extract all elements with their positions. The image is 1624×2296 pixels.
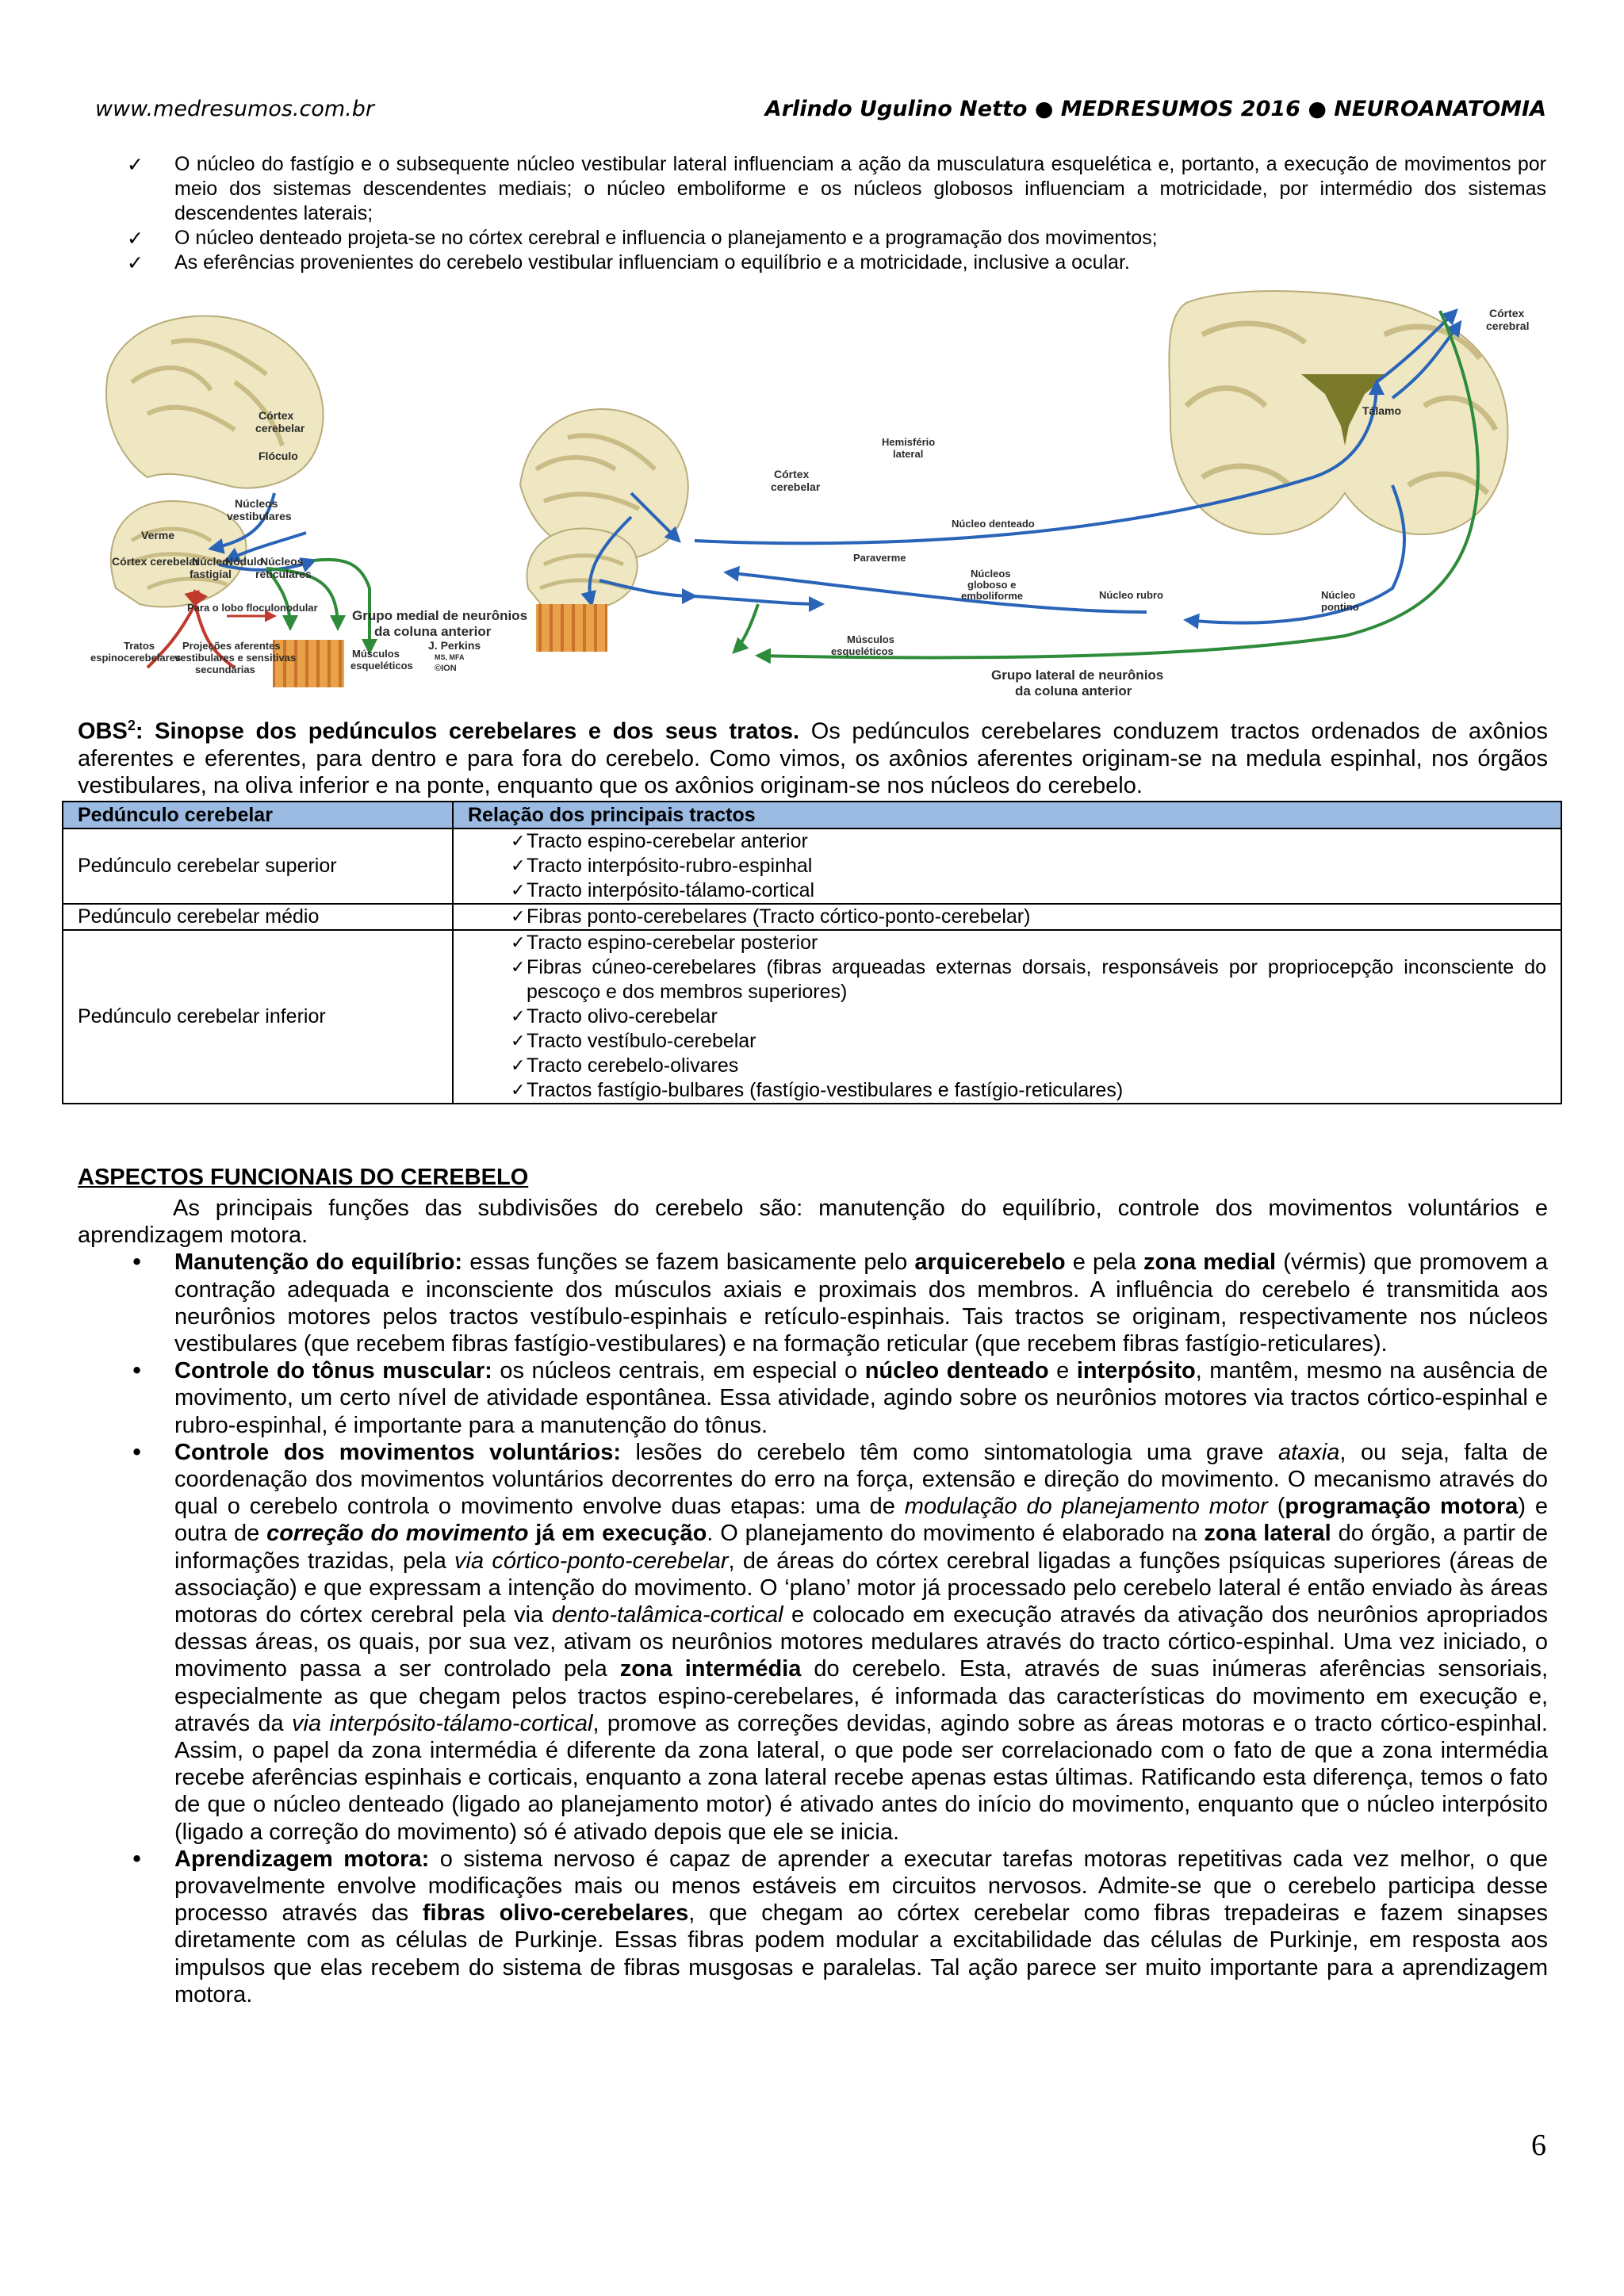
- fig-label: da coluna anterior: [1015, 683, 1132, 698]
- fig-label: Paraverme: [853, 552, 906, 564]
- checkmark-icon: ✓: [511, 1056, 526, 1076]
- fig-label: Núcleo: [192, 555, 229, 568]
- fig-label: Núcleo rubro: [1099, 589, 1163, 601]
- fig-label: MS, MFA: [435, 653, 465, 661]
- fig-label: vestibulares: [227, 510, 292, 522]
- peduncle-table: [62, 801, 1562, 1104]
- fig-label: emboliforme: [961, 590, 1024, 602]
- fig-label: Nódulo: [225, 555, 264, 568]
- fig-label: Grupo medial de neurônios: [352, 608, 528, 623]
- checkmark-icon: ✓: [511, 881, 526, 901]
- obs-paragraph: OBS$^2$: Sinopse dos pedúnculos cerebelares e dos seus tratos. Os pedúnculos cerebelares conduzem tractos ordenados de axônios aferentes e eferentes, para dentro e para fora do cerebelo. Como vimos, os axônios aferentes originam-se na medula espinhal, nos órgãos vestibulares, na oliva inferior e na ponte, enquanto que os axônios originam-se nos núcleos do cerebelo.: [78, 718, 1549, 798]
- tract-item: ✓ Fibras ponto-cerebelares (Tracto córtico-ponto-cerebelar): [511, 905, 1031, 928]
- fig-label: Córtex: [259, 409, 294, 422]
- header-author: Arlindo Ugulino Netto ● MEDRESUMOS 2016 ● NEUROANATOMIA: [764, 97, 1546, 121]
- checkmark-icon: ✓: [511, 1031, 526, 1051]
- fig-label: Para o lobo floculonodular: [187, 602, 318, 614]
- fig-label: Núcleo denteado: [952, 518, 1035, 530]
- list-item: ✓ O núcleo denteado projeta-se no córtex cerebral e influencia o planejamento e a programação dos movimentos;: [127, 227, 1158, 250]
- checkmark-icon: ✓: [511, 1081, 526, 1100]
- fig-label: pontino: [1321, 601, 1359, 613]
- section-title: ASPECTOS FUNCIONAIS DO CEREBELO: [78, 1165, 529, 1190]
- fig-label: Projeções aferentes: [182, 640, 281, 652]
- fig-label: Verme: [141, 529, 175, 541]
- list-item: ✓ O núcleo do fastígio e o subsequente núcleo vestibular lateral influenciam a ação da musculatura esquelética e, portanto, a execução de movimentos por meio dos sistemas descendentes mediais; o núcleo emboliforme e os núcleos globosos influenciam a motricidade, por intermédio dos sistemas descendentes laterais;: [127, 153, 1546, 224]
- checkmark-icon: ✓: [127, 227, 144, 250]
- table-header-cell: Relação dos principais tractos: [453, 802, 1561, 828]
- checkmark-icon: ✓: [511, 933, 526, 953]
- fig-label: Córtex: [774, 468, 810, 480]
- tract-item: ✓ Tracto vestíbulo-cerebelar: [511, 1030, 756, 1052]
- checkmark-icon: ✓: [127, 153, 144, 176]
- fig-label: Núcleo: [1321, 589, 1356, 601]
- fig-label: Grupo lateral de neurônios: [991, 668, 1164, 683]
- tract-item: ✓ Tracto espino-cerebelar anterior: [511, 830, 808, 852]
- bullet-aprendizagem: • Aprendizagem motora: o sistema nervoso é capaz de aprender a executar tarefas motoras repetitivas cada vez melhor, o que provavelmente envolve modificações mais ou menos estáveis em circuitos nervosos. Admite-se que o cerebelo participa desse processo através das fibras olivo-cerebelares, que chegam ao córtex cerebelar como fibras trepadeiras e fazem sinapses diretamente com as células de Purkinje. Essas fibras podem modular a excitabilidade das células de Purkinje, em resposta aos impulsos que elas recebem do sistema de fibras musgosas e paralelas. Tal ação parece ser muito importante para a aprendizagem motora.: [130, 1845, 1548, 2007]
- bullet-icon: •: [130, 1438, 144, 1466]
- fig-label: ©ION: [435, 664, 457, 673]
- muscle-block-left: [273, 640, 344, 687]
- bullet-equilibrio: • Manutenção do equilíbrio: essas funções se fazem basicamente pelo arquicerebelo e pela zona medial (vérmis) que promovem a contração adequada e inconsciente dos músculos axiais e proximais dos membros. A influência do cerebelo é transmitida aos neurônios motores pelos tractos vestíbulo-espinhais e retículo-espinhais. Tais tractos se originam, respectivamente nos núcleos vestibulares (que recebem fibras fastígio-vestibulares) e na formação reticular (que recebem fibras fastígio-reticulares).: [130, 1249, 1548, 1357]
- fig-label: Tratos: [124, 640, 155, 652]
- section-intro: As principais funções das subdivisões do cerebelo são: manutenção do equilíbrio, controle dos movimentos voluntários e aprendizagem motora.: [78, 1196, 1548, 1249]
- fig-label: Núcleos: [260, 555, 304, 568]
- checkmark-icon: ✓: [511, 1007, 526, 1027]
- tract-item: ✓ Tractos fastígio-bulbares (fastígio-vestibulares e fastígio-reticulares): [511, 1079, 1124, 1101]
- table-row: [63, 930, 1561, 1104]
- fig-label: J. Perkins: [428, 639, 481, 652]
- peduncle-name: Pedúnculo cerebelar médio: [63, 904, 453, 930]
- table-row: [63, 904, 1561, 930]
- fig-label: Flóculo: [259, 450, 298, 462]
- tract-item: ✓ Tracto interpósito-tálamo-cortical: [511, 879, 815, 901]
- fig-label: Tálamo: [1362, 404, 1402, 417]
- tract-item: ✓ Tracto cerebelo-olivares: [511, 1054, 739, 1077]
- fig-label: reticulares: [255, 568, 312, 580]
- fig-label: fastigial: [190, 568, 232, 580]
- checkmark-icon: ✓: [511, 832, 526, 851]
- checkmark-icon: ✓: [511, 958, 526, 978]
- fig-label: Hemisfério: [882, 436, 936, 448]
- fig-label: secundárias: [195, 664, 255, 675]
- tract-item: ✓ Fibras cúneo-cerebelares (fibras arqueadas externas dorsais, responsáveis por propriocepção inconsciente do pescoço e dos membros superiores): [511, 956, 1546, 1003]
- table-row: [63, 828, 1561, 904]
- top-check-list: [127, 152, 1546, 275]
- fig-label: Córtex cerebelar: [112, 555, 200, 568]
- list-item: ✓ As eferências provenientes do cerebelo vestibular influenciam o equilíbrio e a motricidade, inclusive a ocular.: [127, 251, 1130, 274]
- fig-label: da coluna anterior: [374, 624, 492, 639]
- bullet-icon: •: [130, 1357, 144, 1385]
- fig-label: cerebral: [1486, 320, 1530, 332]
- checkmark-icon: ✓: [511, 907, 526, 927]
- tract-item: ✓ Tracto olivo-cerebelar: [511, 1005, 718, 1027]
- page-number: 6: [1531, 2129, 1546, 2162]
- fig-label: esqueléticos: [831, 645, 894, 657]
- muscle-block-right: [536, 604, 607, 652]
- bullet-movimentos: • Controle dos movimentos voluntários: lesões do cerebelo têm como sintomatologia uma grave ataxia, ou seja, falta de coordenação dos movimentos voluntários decorrentes do erro na força, extensão e direção do movimento. O mecanismo através do qual o cerebelo controla o movimento envolve duas etapas: uma de modulação do planejamento motor (programação motora) e outra de correção do movimento já em execução. O planejamento do movimento é elaborado na zona lateral do órgão, a partir de informações trazidas, pela via córtico-ponto-cerebelar, de áreas do córtex cerebral ligadas a funções psíquicas superiores (áreas de associação) e que expressam a intenção do movimento. O ‘plano’ motor já processado pelo cerebelo lateral é então enviado às áreas motoras do córtex cerebral pela via dento-talâmica-cortical e colocado em execução através da ativação dos neurônios apropriados dessas áreas, os quais, por sua vez, ativam os neurônios motores medulares através do tracto córtico-espinhal. Uma vez iniciado, o movimento passa a ser controlado pela zona intermédia do cerebelo. Esta, através de suas inúmeras aferências sensoriais, especialmente as que chegam pelos tractos espino-cerebelares, é informada das características do movimento em execução e, através da via interpósito-tálamo-cortical, promove as correções devidas, agindo sobre as áreas motoras e o tracto córtico-espinhal. Assim, o papel da zona intermédia é diferente da zona lateral, o que pode ser correlacionado com o fato de que a zona intermédia recebe aferências espinhais e corticais, enquanto a zona lateral recebe apenas estas últimas. Ratificando esta diferença, temos o fato de que o núcleo denteado (ligado ao planejamento motor) é ativado antes do início do movimento, enquanto que o núcleo interpósito (ligado a correção do movimento) só é ativado depois que ele se inicia.: [130, 1438, 1549, 1845]
- bullet-icon: •: [130, 1249, 144, 1276]
- fig-label: globoso e: [967, 579, 1017, 591]
- section-body: [78, 1195, 1548, 2008]
- fig-label: Núcleos: [235, 497, 278, 510]
- fig-label: Núcleos: [971, 568, 1011, 580]
- header-website: www.medresumos.com.br: [95, 97, 375, 121]
- fig-label: cerebelar: [255, 422, 305, 434]
- table-header-cell: Pedúnculo cerebelar: [63, 802, 453, 828]
- tract-item: ✓ Tracto interpósito-rubro-espinhal: [511, 855, 813, 877]
- fig-label: Músculos: [352, 648, 400, 660]
- fig-label: espinocerebelares: [90, 652, 182, 664]
- fig-label: lateral: [893, 448, 924, 460]
- checkmark-icon: ✓: [127, 251, 144, 274]
- tract-item: ✓ Tracto espino-cerebelar posterior: [511, 932, 818, 954]
- cerebellum-pathways-figure: [76, 287, 1540, 707]
- checkmark-icon: ✓: [511, 856, 526, 876]
- peduncle-name: Pedúnculo cerebelar inferior: [63, 930, 453, 1104]
- bullet-tonus: • Controle do tônus muscular: os núcleos centrais, em especial o núcleo denteado e interpósito, mantêm, mesmo na ausência de movimento, um certo nível de atividade espontânea. Essa atividade, agindo sobre os neurônios motores via tractos córtico-espinhal e rubro-espinhal, é importante para a manutenção do tônus.: [130, 1357, 1549, 1438]
- right-brain-illustration: [520, 291, 1507, 612]
- fig-label: cerebelar: [771, 480, 821, 493]
- fig-label: Córtex: [1489, 307, 1525, 320]
- fig-label: esqueléticos: [350, 660, 413, 672]
- bullet-icon: •: [130, 1845, 144, 1873]
- peduncle-name: Pedúnculo cerebelar superior: [63, 828, 453, 904]
- table-header-row: [63, 802, 1561, 828]
- fig-label: vestibulares e sensitivas: [174, 652, 297, 664]
- fig-label: Músculos: [847, 633, 894, 645]
